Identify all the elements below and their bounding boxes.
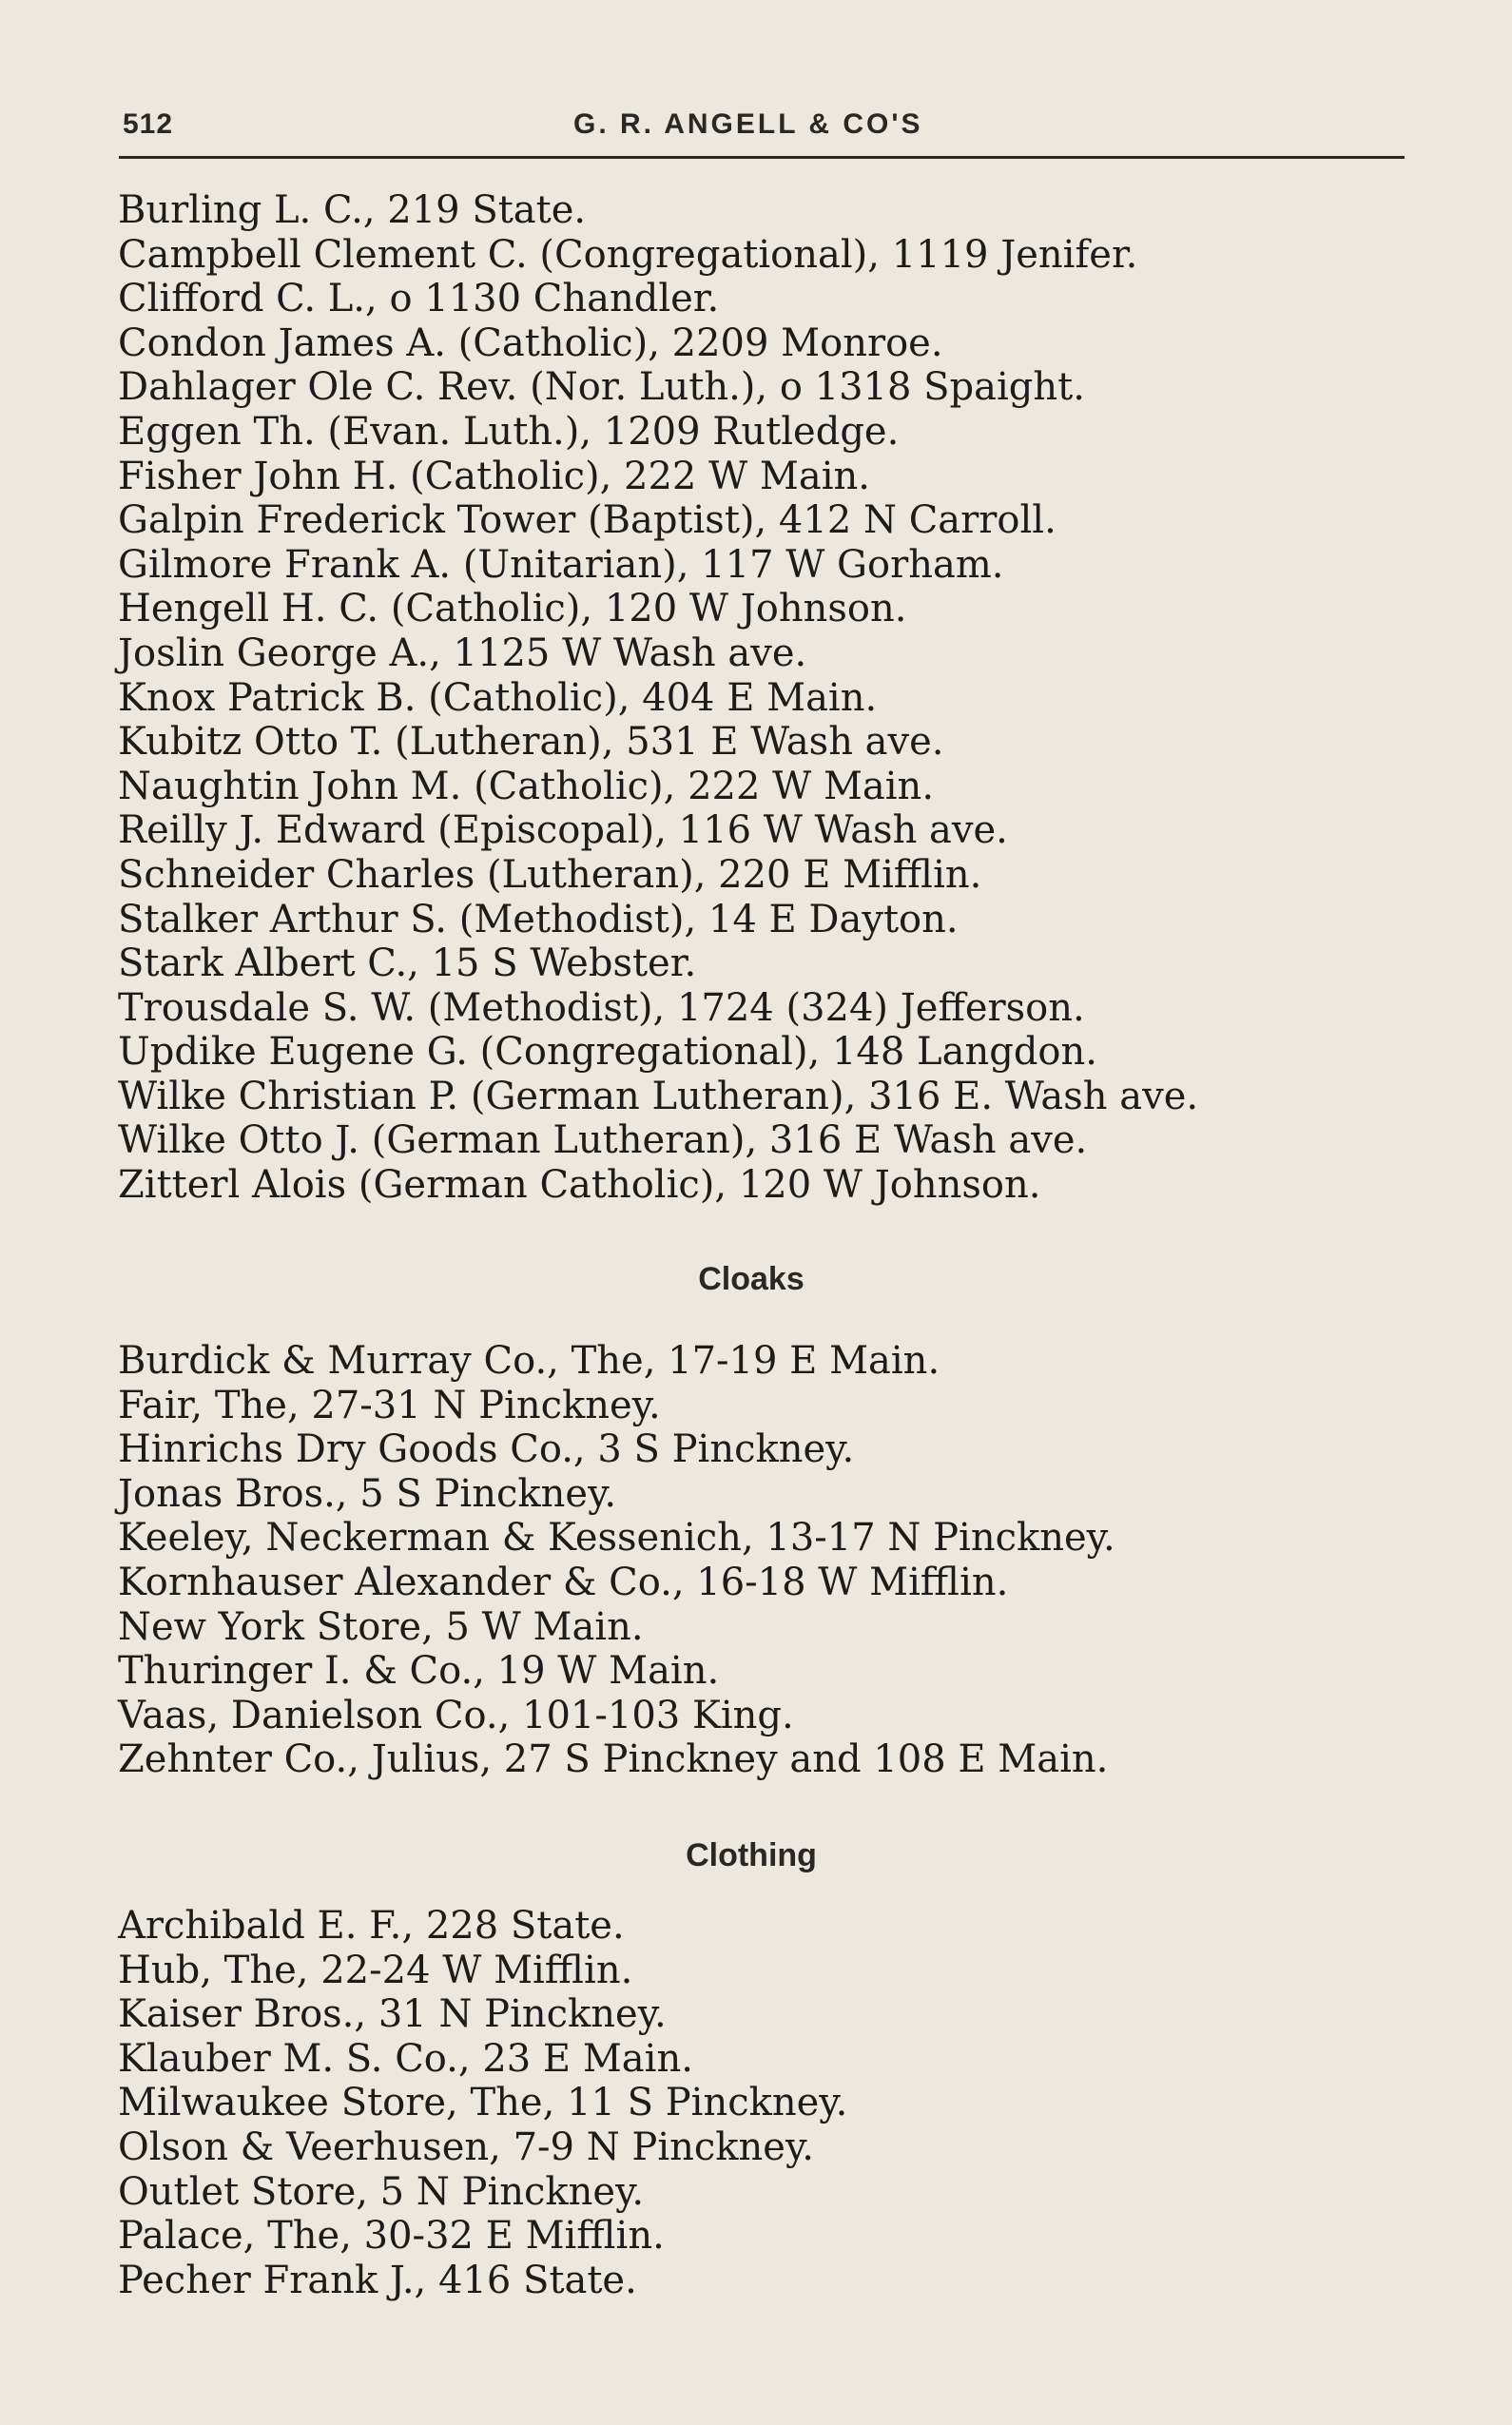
page-header xyxy=(119,103,1405,159)
list-item: Wilke Christian P. (German Lutheran), 316 E. Wash ave. xyxy=(118,1074,1199,1118)
clothing-listing xyxy=(118,1904,1449,2302)
list-item: Hub, The, 22-24 W Mifflin. xyxy=(118,1948,633,1992)
list-item: Wilke Otto J. (German Lutheran), 316 E Wash ave. xyxy=(118,1118,1088,1163)
list-item: Archibald E. F., 228 State. xyxy=(118,1904,625,1948)
list-item: Clifford C. L., o 1130 Chandler. xyxy=(118,277,720,321)
list-item: Stark Albert C., 15 S Webster. xyxy=(118,941,697,986)
section-heading-clothing: Clothing xyxy=(686,1837,817,1873)
running-head: G. R. ANGELL & CO'S xyxy=(573,108,923,140)
list-item: Keeley, Neckerman & Kessenich, 13-17 N Pinckney. xyxy=(118,1516,1115,1561)
list-item: Klauber M. S. Co., 23 E Main. xyxy=(118,2036,693,2081)
list-item: Hengell H. C. (Catholic), 120 W Johnson. xyxy=(118,587,907,631)
cloaks-listing xyxy=(118,1339,1449,1782)
list-item: Gilmore Frank A. (Unitarian), 117 W Gorham. xyxy=(118,542,1004,587)
list-item: Galpin Frederick Tower (Baptist), 412 N Carroll. xyxy=(118,498,1056,543)
list-item: Milwaukee Store, The, 11 S Pinckney. xyxy=(118,2081,848,2125)
list-item: Schneider Charles (Lutheran), 220 E Mifflin. xyxy=(118,852,982,897)
list-item: Pecher Frank J., 416 State. xyxy=(118,2258,637,2302)
list-item: Outlet Store, 5 N Pinckney. xyxy=(118,2169,645,2214)
list-item: Thuringer I. & Co., 19 W Main. xyxy=(118,1649,720,1694)
list-item: Dahlager Ole C. Rev. (Nor. Luth.), o 1318 Spaight. xyxy=(118,365,1085,410)
list-item: Naughtin John M. (Catholic), 222 W Main. xyxy=(118,764,935,808)
list-item: New York Store, 5 W Main. xyxy=(118,1604,644,1649)
list-item: Joslin George A., 1125 W Wash ave. xyxy=(118,630,807,675)
list-item: Kornhauser Alexander & Co., 16-18 W Mifflin. xyxy=(118,1560,1009,1604)
list-item: Reilly J. Edward (Episcopal), 116 W Wash ave. xyxy=(118,808,1008,853)
list-item: Campbell Clement C. (Congregational), 1119 Jenifer. xyxy=(118,232,1138,277)
list-item: Zitterl Alois (German Catholic), 120 W Johnson. xyxy=(118,1163,1041,1208)
list-item: Olson & Veerhusen, 7-9 N Pinckney. xyxy=(118,2124,814,2169)
section-heading-cloaks: Cloaks xyxy=(698,1261,804,1297)
clergy-listing xyxy=(118,188,1449,1208)
list-item: Hinrichs Dry Goods Co., 3 S Pinckney. xyxy=(118,1427,855,1472)
list-item: Updike Eugene G. (Congregational), 148 Langdon. xyxy=(118,1030,1097,1075)
list-item: Fisher John H. (Catholic), 222 W Main. xyxy=(118,454,870,498)
list-item: Kubitz Otto T. (Lutheran), 531 E Wash ave. xyxy=(118,720,944,765)
list-item: Trousdale S. W. (Methodist), 1724 (324) Jefferson. xyxy=(118,985,1085,1030)
list-item: Kaiser Bros., 31 N Pinckney. xyxy=(118,1992,667,2037)
list-item: Stalker Arthur S. (Methodist), 14 E Dayton. xyxy=(118,897,959,941)
list-item: Eggen Th. (Evan. Luth.), 1209 Rutledge. xyxy=(118,409,900,454)
list-item: Zehnter Co., Julius, 27 S Pinckney and 108 E Main. xyxy=(118,1737,1109,1782)
list-item: Fair, The, 27-31 N Pinckney. xyxy=(118,1383,661,1427)
list-item: Burling L. C., 219 State. xyxy=(118,188,587,232)
page-number: 512 xyxy=(123,108,174,140)
list-item: Jonas Bros., 5 S Pinckney. xyxy=(118,1471,617,1516)
list-item: Vaas, Danielson Co., 101-103 King. xyxy=(118,1693,794,1737)
list-item: Knox Patrick B. (Catholic), 404 E Main. xyxy=(118,675,878,720)
list-item: Palace, The, 30-32 E Mifflin. xyxy=(118,2214,665,2259)
list-item: Condon James A. (Catholic), 2209 Monroe. xyxy=(118,320,943,365)
list-item: Burdick & Murray Co., The, 17-19 E Main. xyxy=(118,1339,940,1383)
